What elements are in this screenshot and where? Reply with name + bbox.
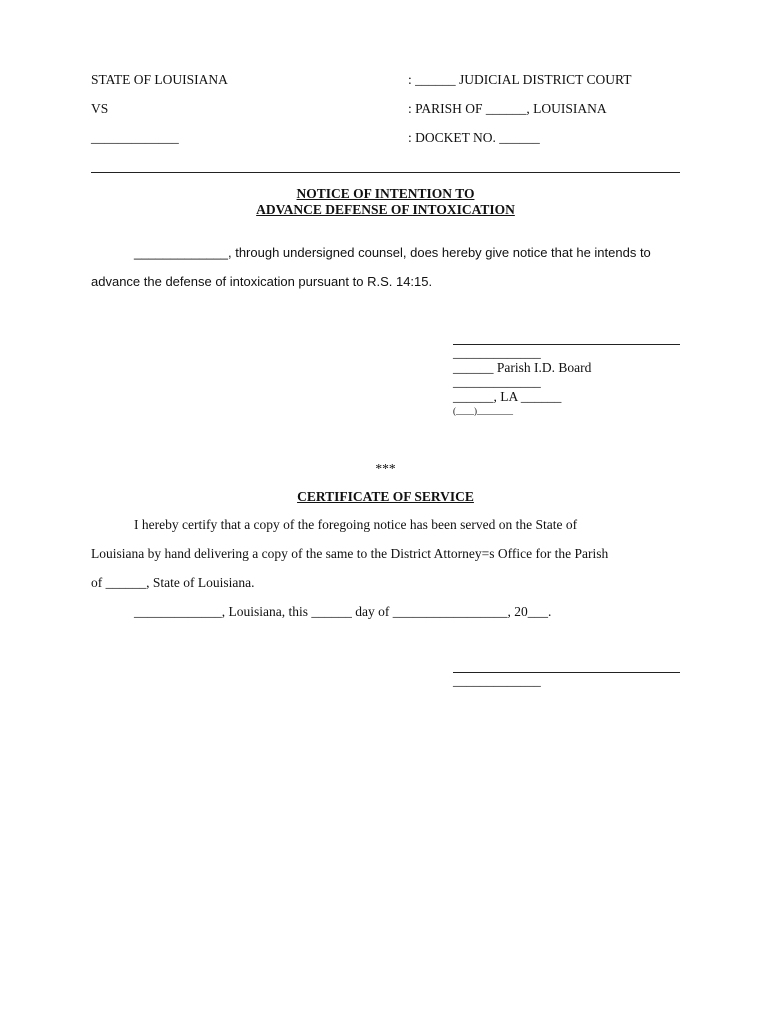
certificate-line-3: of ______, State of Louisiana. xyxy=(91,575,255,590)
certificate-line-2: Louisiana by hand delivering a copy of the same to the District Attorney=s Office for the Parish xyxy=(91,546,609,561)
signature-address-blank: _____________ xyxy=(453,374,541,389)
caption-left-vs: VS xyxy=(91,101,109,116)
section-separator: *** xyxy=(375,461,396,476)
caption-left-defendant-blank: _____________ xyxy=(91,130,179,145)
signature-phone: (____)________ xyxy=(453,406,513,416)
signature-city: ______, LA ______ xyxy=(453,389,562,404)
notice-line-1: _____________, through undersigned counsel, does hereby give notice that he intends to xyxy=(134,245,651,260)
signature-name-blank: _____________ xyxy=(453,345,541,360)
caption-right-docket: : DOCKET NO. ______ xyxy=(408,130,540,145)
certificate-date-line: _____________, Louisiana, this ______ day of _________________, 20___. xyxy=(134,604,552,619)
signature-board: ______ Parish I.D. Board xyxy=(453,360,592,375)
title-line-2: ADVANCE DEFENSE OF INTOXICATION xyxy=(256,202,515,217)
certificate-heading: CERTIFICATE OF SERVICE xyxy=(297,489,474,504)
notice-line-2: advance the defense of intoxication pursuant to R.S. 14:15. xyxy=(91,274,433,289)
caption-right-court: : ______ JUDICIAL DISTRICT COURT xyxy=(408,72,632,87)
caption-divider xyxy=(91,172,680,173)
caption-right-parish: : PARISH OF ______, LOUISIANA xyxy=(408,101,607,116)
caption-left-state: STATE OF LOUISIANA xyxy=(91,72,228,87)
signature-2-name-blank: _____________ xyxy=(453,673,541,688)
certificate-line-1: I hereby certify that a copy of the foregoing notice has been served on the State of xyxy=(134,517,578,532)
title-line-1: NOTICE OF INTENTION TO xyxy=(296,186,475,201)
